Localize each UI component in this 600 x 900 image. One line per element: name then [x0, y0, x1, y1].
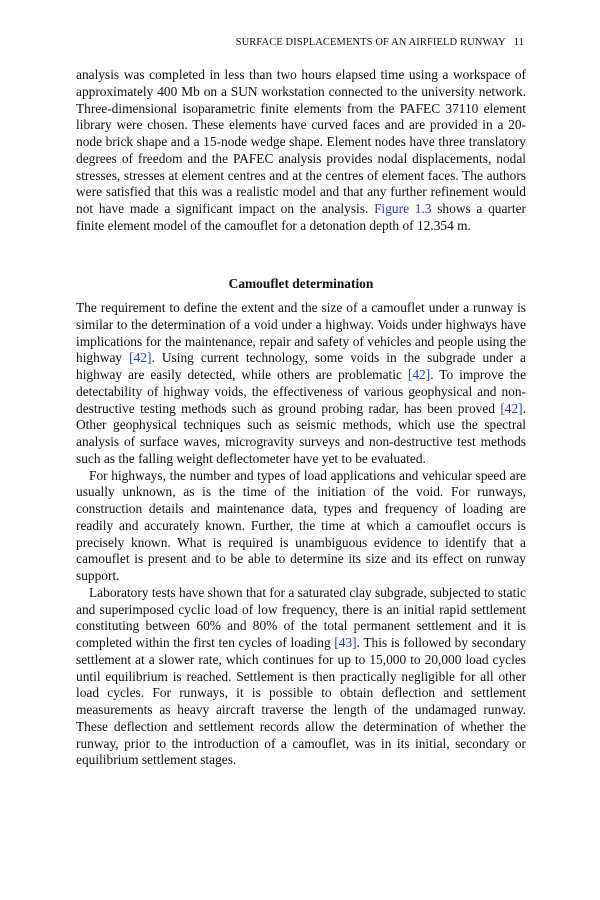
- paragraph-text: The requirement to define the extent and the size of a camouflet under a runway is similar to the determination of a void under a highway. Voids under highways have implications for the maintenance, repair and safety of vehicles and people using the highway: [76, 300, 526, 366]
- section-heading: Camouflet determination: [228, 276, 374, 291]
- page-number: 11: [513, 37, 524, 48]
- paragraph-highways: For highways, the number and types of load applications and vehicular speed are usually unknown, as is the time of the initiation of the void. For runways, construction details and maintenance data, types and frequency of loading are readily and accurately known. Further, the time at which a camouflet occurs is precisely known. What is required is unambiguous evidence to identify that a camouflet is present and to be able to determine its size and its effect on runway support.: [76, 467, 526, 583]
- figure-link[interactable]: Figure 1.3: [374, 201, 432, 216]
- paragraph-fe-model: [76, 67, 526, 235]
- paragraph-lab-tests: [76, 585, 526, 769]
- paragraph-voids: [76, 300, 526, 468]
- running-header: [236, 37, 524, 48]
- citation-link[interactable]: [42]: [129, 350, 152, 366]
- paragraph-text: . Using current technology, some voids in the subgrade under a highway are easily detected, while others are problematic: [76, 350, 526, 382]
- paragraph-text: shows a quarter finite element model of the camouflet for a detonation depth of 12.354 m.: [76, 201, 527, 233]
- paragraph-text: . Other geophysical techniques such as seismic methods, which use the spectral analysis of surface waves, microgravity surveys and non-destructive test methods such as the falling weight deflectometer have yet to be evaluated.: [76, 400, 526, 466]
- paragraph-text: analysis was completed in less than two hours elapsed time using a workspace of approximately 400 Mb on a SUN workstation connected to the university network. Three-dimensional isoparametric finite elements from the PAFEC 37110 element library were chosen. These elements have curved faces and are provided in a 20-node brick shape and a 15-node wedge shape. Element nodes have three translatory degrees of freedom and the PAFEC analysis provides nodal displacements, nodal stresses, stresses at element centres and at the centres of element faces. The authors were satisfied that this was a realistic model and that any further refinement would not have made a significant impact on the analysis.: [76, 67, 526, 216]
- section-text-block: [76, 300, 526, 769]
- paragraph-text: Laboratory tests have shown that for a saturated clay subgrade, subjected to static and superimposed cyclic load of low frequency, there is an initial rapid settlement constituting between 60% and 80% of the total permanent settlement and it is completed within the first ten cycles of loading: [76, 584, 526, 650]
- running-title: SURFACE DISPLACEMENTS OF AN AIRFIELD RUNWAY: [235, 37, 506, 48]
- citation-link[interactable]: [43]: [334, 635, 357, 650]
- paragraph-text: . To improve the detectability of highway voids, the effectiveness of various geophysical and non-destructive testing methods such as ground probing radar, has been proved: [76, 367, 527, 416]
- citation-link[interactable]: [42]: [500, 400, 523, 416]
- intro-text-block: [76, 67, 526, 235]
- citation-link[interactable]: [42]: [407, 367, 431, 382]
- paragraph-text: . This is followed by secondary settlement at a slower rate, which continues for up to 15,000 to 20,000 load cycles until equilibrium is reached. Settlement is then practically negligible for all other load cycles. For runways, it is possible to obtain deflection and settlement measurements as heavy aircraft traverse the length of the undamaged runway. These deflection and settlement records allow the determination of whether the runway, prior to the introduction of a camouflet, was in its initial, secondary or equilibrium settlement stages.: [76, 635, 526, 768]
